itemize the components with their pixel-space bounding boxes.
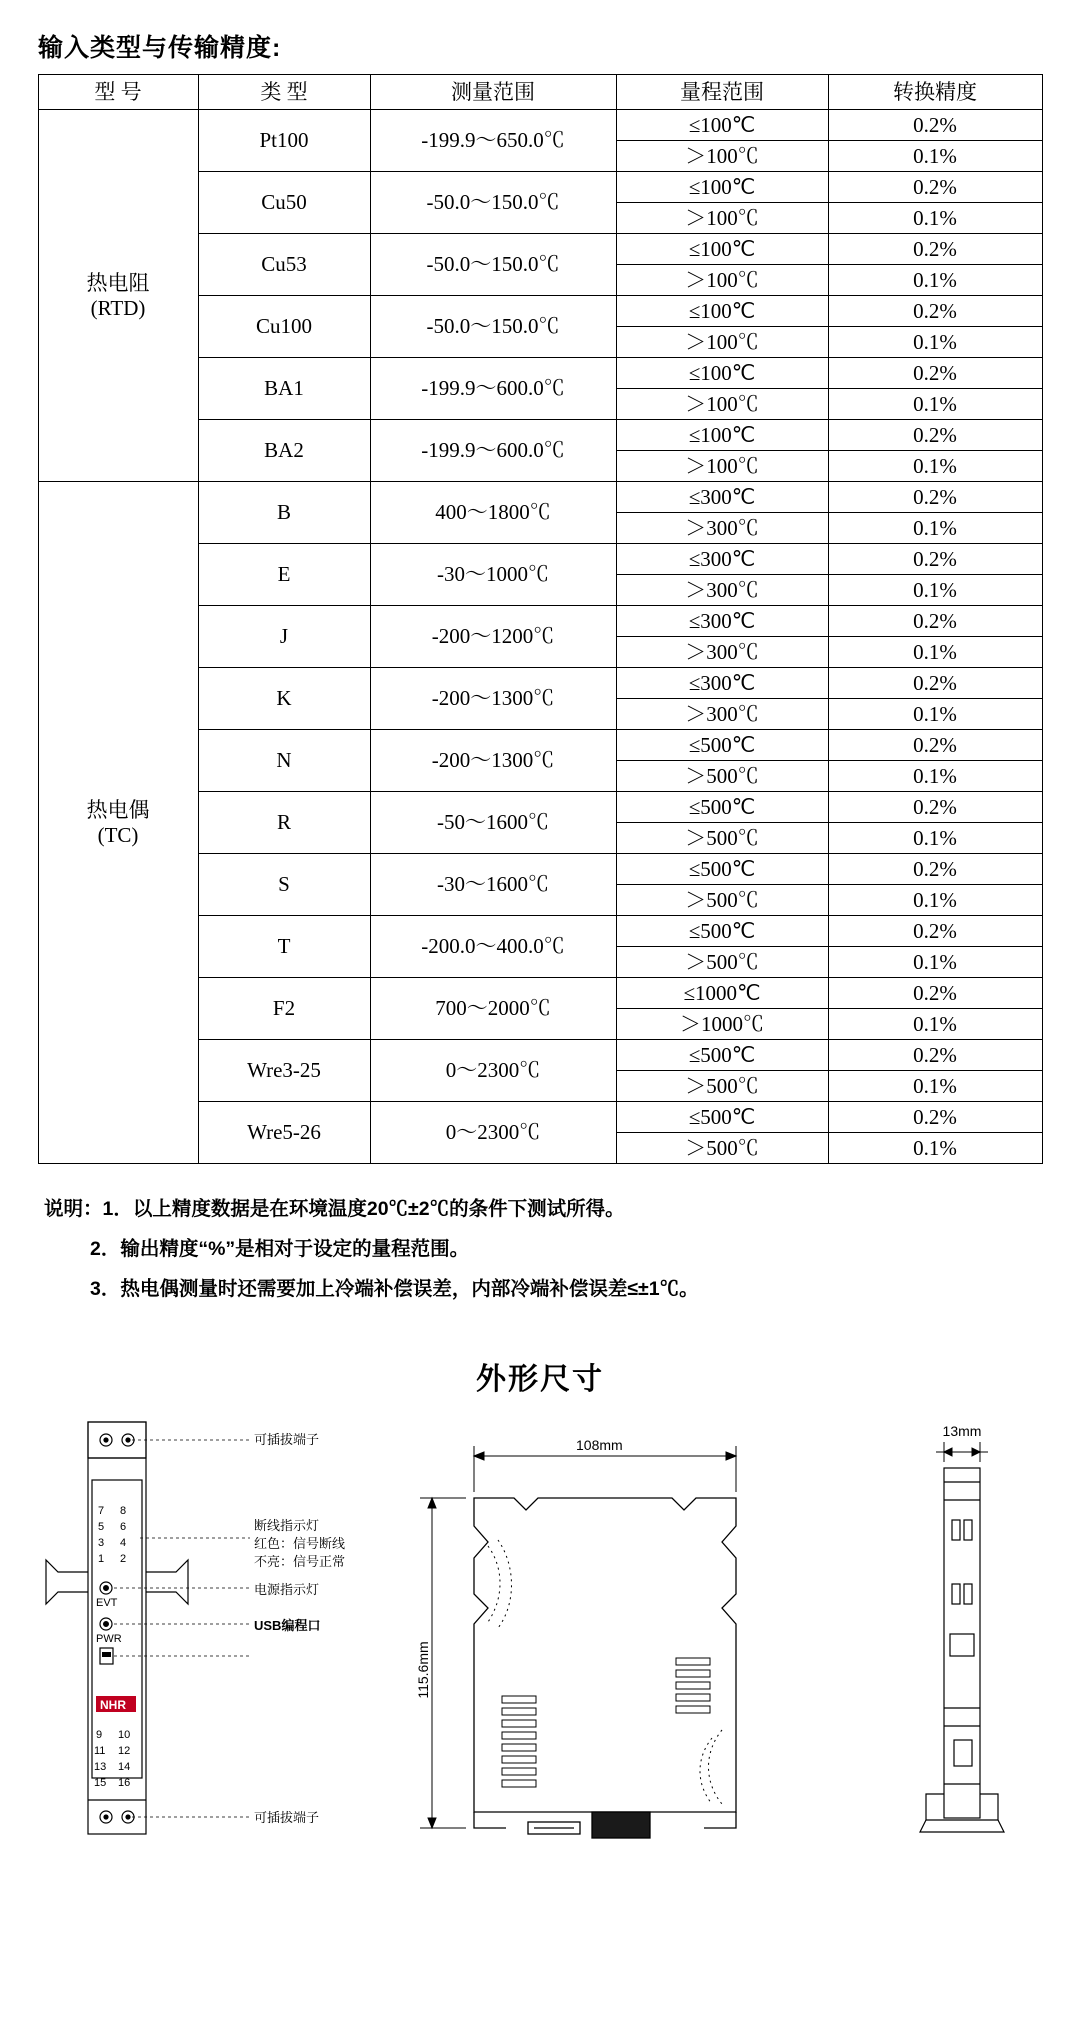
cell-range: -199.9～600.0℃ xyxy=(370,358,616,420)
cell-accuracy: 0.1% xyxy=(828,761,1042,792)
cell-span: ≤100℃ xyxy=(616,110,828,141)
cell-range: -50.0～150.0℃ xyxy=(370,296,616,358)
svg-text:8: 8 xyxy=(120,1504,127,1517)
svg-text:3: 3 xyxy=(98,1536,105,1549)
cell-accuracy: 0.2% xyxy=(828,420,1042,451)
table-row xyxy=(38,482,1042,513)
cell-accuracy: 0.2% xyxy=(828,172,1042,203)
cell-range: -199.9～650.0℃ xyxy=(370,110,616,172)
cell-span: ＞500℃ xyxy=(616,1133,828,1164)
cell-span: ≤300℃ xyxy=(616,606,828,637)
cell-accuracy: 0.1% xyxy=(828,699,1042,730)
note-item-3 xyxy=(44,1270,1044,1310)
led-pwr-label: PWR xyxy=(96,1632,122,1645)
cell-span: ≤500℃ xyxy=(616,792,828,823)
note-text-2: 2．输出精度“%”是相对于设定的量程范围。 xyxy=(90,1237,470,1260)
callout-top-terminal: 可插拔端子 xyxy=(254,1431,320,1447)
note-text-3: 3．热电偶测量时还需要加上冷端补偿误差，内部冷端补偿误差≤±1℃。 xyxy=(90,1277,699,1300)
cell-range: -199.9～600.0℃ xyxy=(370,420,616,482)
cell-type: Wre5-26 xyxy=(198,1102,370,1164)
cell-accuracy: 0.2% xyxy=(828,668,1042,699)
cell-span: ＞500℃ xyxy=(616,1071,828,1102)
cell-accuracy: 0.2% xyxy=(828,792,1042,823)
cell-span: ＞500℃ xyxy=(616,947,828,978)
cell-accuracy: 0.2% xyxy=(828,234,1042,265)
cell-type: Pt100 xyxy=(198,110,370,172)
cell-range: -50.0～150.0℃ xyxy=(370,234,616,296)
cell-span: ＞300℃ xyxy=(616,575,828,606)
dimensions-title: 外形尺寸 xyxy=(476,1362,604,1396)
callout-usb-port: USB编程口 xyxy=(254,1617,321,1633)
cell-span: ≤500℃ xyxy=(616,916,828,947)
cell-span: ≤100℃ xyxy=(616,234,828,265)
cell-accuracy: 0.1% xyxy=(828,1009,1042,1040)
cell-span: ＞500℃ xyxy=(616,761,828,792)
cell-span: ≤500℃ xyxy=(616,730,828,761)
terminal-numbers-bottom xyxy=(94,1729,130,1789)
table-row xyxy=(38,110,1042,141)
cell-span: ≤100℃ xyxy=(616,172,828,203)
svg-text:1: 1 xyxy=(98,1552,105,1565)
cell-accuracy: 0.1% xyxy=(828,451,1042,482)
cell-span: ≤500℃ xyxy=(616,854,828,885)
cell-type: N xyxy=(198,730,370,792)
svg-text:NHR: NHR xyxy=(100,1697,126,1712)
cell-span: ＞100℃ xyxy=(616,141,828,172)
cell-accuracy: 0.1% xyxy=(828,1071,1042,1102)
cell-accuracy: 0.1% xyxy=(828,575,1042,606)
cell-range: -30～1000℃ xyxy=(370,544,616,606)
callout-power-indicator: 电源指示灯 xyxy=(254,1581,320,1597)
note-item-2 xyxy=(44,1230,1044,1270)
group-label-rtd xyxy=(38,110,198,482)
cell-type: J xyxy=(198,606,370,668)
cell-accuracy: 0.1% xyxy=(828,389,1042,420)
cell-type: E xyxy=(198,544,370,606)
group-label-tc-line1: 热电偶 xyxy=(86,798,150,823)
cell-span: ＞1000℃ xyxy=(616,1009,828,1040)
svg-text:10: 10 xyxy=(118,1728,131,1741)
cell-accuracy: 0.2% xyxy=(828,296,1042,327)
cell-range: -200.0～400.0℃ xyxy=(370,916,616,978)
cell-span: ≤100℃ xyxy=(616,420,828,451)
column-header-type: 类 型 xyxy=(198,75,370,110)
cell-accuracy: 0.1% xyxy=(828,265,1042,296)
svg-text:7: 7 xyxy=(98,1504,105,1517)
cell-accuracy: 0.1% xyxy=(828,885,1042,916)
svg-text:4: 4 xyxy=(120,1536,127,1549)
cell-type: Wre3-25 xyxy=(198,1040,370,1102)
cell-accuracy: 0.1% xyxy=(828,823,1042,854)
note-item-1 xyxy=(44,1190,1044,1230)
brand-logo xyxy=(96,1696,136,1712)
cell-span: ＞100℃ xyxy=(616,327,828,358)
cell-type: BA2 xyxy=(198,420,370,482)
cell-span: ≤300℃ xyxy=(616,482,828,513)
cell-type: R xyxy=(198,792,370,854)
cell-span: ＞100℃ xyxy=(616,389,828,420)
svg-text:2: 2 xyxy=(120,1552,127,1565)
cell-accuracy: 0.2% xyxy=(828,978,1042,1009)
cell-type: T xyxy=(198,916,370,978)
cell-accuracy: 0.2% xyxy=(828,916,1042,947)
cell-span: ≤500℃ xyxy=(616,1040,828,1071)
cell-range: 700～2000℃ xyxy=(370,978,616,1040)
cell-span: ＞500℃ xyxy=(616,823,828,854)
notes-label: 说明： xyxy=(44,1198,103,1220)
svg-text:15: 15 xyxy=(94,1776,107,1789)
cell-type: Cu53 xyxy=(198,234,370,296)
cell-accuracy: 0.2% xyxy=(828,606,1042,637)
cell-type: Cu100 xyxy=(198,296,370,358)
notes-block xyxy=(44,1190,1044,1310)
svg-text:16: 16 xyxy=(118,1776,131,1789)
svg-text:12: 12 xyxy=(118,1744,131,1757)
svg-text:9: 9 xyxy=(96,1728,103,1741)
cell-range: 0～2300℃ xyxy=(370,1040,616,1102)
cell-span: ≤1000℃ xyxy=(616,978,828,1009)
cell-accuracy: 0.2% xyxy=(828,358,1042,389)
group-label-rtd-line2: (RTD) xyxy=(90,295,146,320)
table-header-row xyxy=(38,75,1042,110)
cell-span: ＞300℃ xyxy=(616,699,828,730)
cell-range: -30～1600℃ xyxy=(370,854,616,916)
terminal-numbers-top xyxy=(98,1505,126,1565)
cell-accuracy: 0.1% xyxy=(828,141,1042,172)
page-title: 输入类型与传输精度: xyxy=(38,34,282,62)
cell-span: ＞500℃ xyxy=(616,885,828,916)
dimensions-drawing xyxy=(36,1408,1044,1848)
cell-span: ≤300℃ xyxy=(616,668,828,699)
cell-type: Cu50 xyxy=(198,172,370,234)
callout-break-indicator-off: 不亮：信号正常 xyxy=(254,1553,346,1569)
dimension-height: 115.6mm xyxy=(415,1641,431,1699)
group-label-tc xyxy=(38,482,198,1164)
cell-accuracy: 0.2% xyxy=(828,482,1042,513)
column-header-model: 型 号 xyxy=(38,75,198,110)
cell-accuracy: 0.1% xyxy=(828,327,1042,358)
dimension-depth: 13mm xyxy=(942,1422,982,1439)
cell-span: ＞100℃ xyxy=(616,203,828,234)
group-label-rtd-line1: 热电阻 xyxy=(86,271,150,296)
cell-accuracy: 0.2% xyxy=(828,854,1042,885)
column-header-span-range: 量程范围 xyxy=(616,75,828,110)
svg-text:13: 13 xyxy=(94,1760,107,1773)
cell-accuracy: 0.2% xyxy=(828,730,1042,761)
cell-range: -200～1300℃ xyxy=(370,730,616,792)
cell-range: 400～1800℃ xyxy=(370,482,616,544)
cell-accuracy: 0.2% xyxy=(828,544,1042,575)
callout-bottom-terminal: 可插拔端子 xyxy=(254,1809,320,1825)
svg-text:6: 6 xyxy=(120,1520,127,1533)
cell-span: ≤100℃ xyxy=(616,358,828,389)
cell-span: ≤300℃ xyxy=(616,544,828,575)
cell-accuracy: 0.2% xyxy=(828,1040,1042,1071)
cell-accuracy: 0.1% xyxy=(828,947,1042,978)
cell-range: -200～1300℃ xyxy=(370,668,616,730)
led-evt-label: EVT xyxy=(96,1596,118,1609)
cell-range: -50.0～150.0℃ xyxy=(370,172,616,234)
cell-span: ≤100℃ xyxy=(616,296,828,327)
group-label-tc-line2: (TC) xyxy=(97,822,139,847)
cell-accuracy: 0.1% xyxy=(828,1133,1042,1164)
svg-text:5: 5 xyxy=(98,1520,105,1533)
cell-accuracy: 0.2% xyxy=(828,1102,1042,1133)
cell-type: F2 xyxy=(198,978,370,1040)
cell-accuracy: 0.2% xyxy=(828,110,1042,141)
cell-span: ＞300℃ xyxy=(616,513,828,544)
callout-break-indicator-title: 断线指示灯 xyxy=(254,1517,320,1533)
cell-span: ≤500℃ xyxy=(616,1102,828,1133)
cell-span: ＞100℃ xyxy=(616,451,828,482)
cell-type: BA1 xyxy=(198,358,370,420)
column-header-accuracy: 转换精度 xyxy=(828,75,1042,110)
column-header-measure-range: 测量范围 xyxy=(370,75,616,110)
cell-span: ＞100℃ xyxy=(616,265,828,296)
cell-accuracy: 0.1% xyxy=(828,513,1042,544)
input-type-accuracy-table xyxy=(38,74,1043,1164)
cell-type: S xyxy=(198,854,370,916)
cell-range: -200～1200℃ xyxy=(370,606,616,668)
table-body xyxy=(38,110,1042,1164)
table-header xyxy=(38,75,1042,110)
dimension-width: 108mm xyxy=(576,1436,623,1453)
cell-span: ＞300℃ xyxy=(616,637,828,668)
svg-text:14: 14 xyxy=(118,1760,131,1773)
note-text-1: 1．以上精度数据是在环境温度20℃±2℃的条件下测试所得。 xyxy=(102,1198,625,1220)
cell-type: B xyxy=(198,482,370,544)
cell-accuracy: 0.1% xyxy=(828,637,1042,668)
cell-range: 0～2300℃ xyxy=(370,1102,616,1164)
cell-range: -50～1600℃ xyxy=(370,792,616,854)
svg-text:11: 11 xyxy=(94,1744,106,1757)
callout-break-indicator-red: 红色：信号断线 xyxy=(254,1535,346,1551)
cell-type: K xyxy=(198,668,370,730)
cell-accuracy: 0.1% xyxy=(828,203,1042,234)
